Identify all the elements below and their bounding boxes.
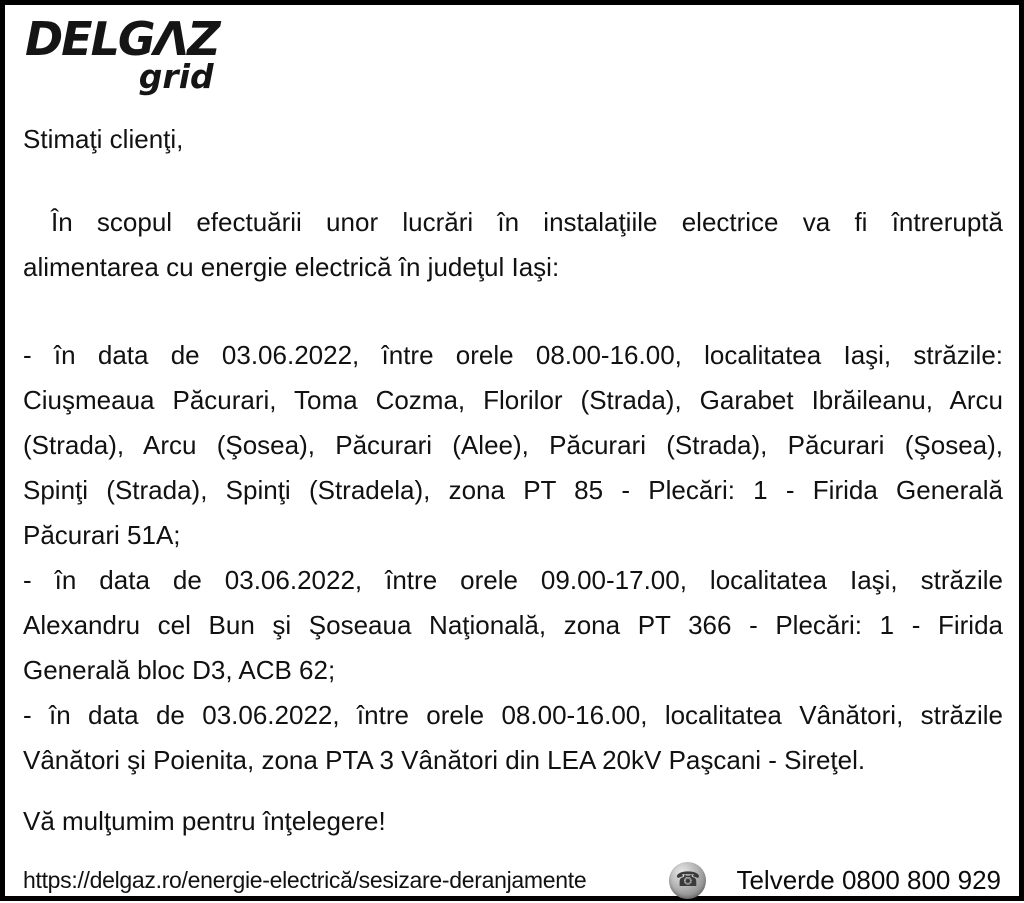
- text-line: În scopul efectuării unor lucrări în instalaţiile electrice va fi întreruptă: [51, 207, 1003, 238]
- text-line: - în data de 03.06.2022, între orele 09.00-17.00, localitatea Iaşi, străzile: [23, 565, 1003, 596]
- telephone-icon: [669, 862, 706, 899]
- greeting-text: Stimaţi clienţi,: [23, 124, 184, 155]
- delgaz-grid-logo: [25, 12, 219, 97]
- intro-paragraph: [23, 200, 1003, 290]
- outage-list: [23, 333, 1003, 783]
- text-line: Ciuşmeaua Păcurari, Toma Cozma, Florilor (Strada), Garabet Ibrăileanu, Arcu: [23, 385, 1003, 416]
- report-url: https://delgaz.ro/energie-electrică/sesizare-deranjamente: [23, 866, 587, 893]
- outage-item-1: [23, 333, 1003, 558]
- text-line: - în data de 03.06.2022, între orele 08.00-16.00, localitatea Iaşi, străzile:: [23, 340, 1003, 371]
- footer: [23, 857, 1003, 903]
- text-line: - în data de 03.06.2022, între orele 08.00-16.00, localitatea Vânători, străzile: [23, 700, 1003, 731]
- logo-subtitle: grid: [138, 57, 214, 97]
- footer-phone-group: [669, 862, 1003, 899]
- text-line: (Strada), Arcu (Şosea), Păcurari (Alee), Păcurari (Strada), Păcurari (Şosea),: [23, 430, 1003, 461]
- text-line: Generală bloc D3, ACB 62;: [23, 655, 336, 686]
- text-line: Vânători şi Poienita, zona PTA 3 Vânători din LEA 20kV Paşcani - Sireţel.: [23, 745, 866, 776]
- logo-wordmark: DELGΛZ: [25, 12, 219, 66]
- closing-text: Vă mulţumim pentru înţelegere!: [23, 806, 386, 837]
- outage-item-2: [23, 558, 1003, 693]
- outage-item-3: [23, 693, 1003, 783]
- telephone-glyph: ☎: [675, 869, 701, 892]
- text-line: Alexandru cel Bun şi Şoseaua Naţională, zona PT 366 - Plecări: 1 - Firida: [23, 610, 1003, 641]
- text-line: alimentarea cu energie electrică în judeţul Iaşi:: [23, 252, 560, 283]
- text-line: Spinţi (Strada), Spinţi (Stradela), zona PT 85 - Plecări: 1 - Firida Generală: [23, 475, 1003, 506]
- text-line: Păcurari 51A;: [23, 520, 181, 551]
- notice-content: [5, 5, 1019, 903]
- telverde-number: Telverde 0800 800 929: [736, 864, 1001, 895]
